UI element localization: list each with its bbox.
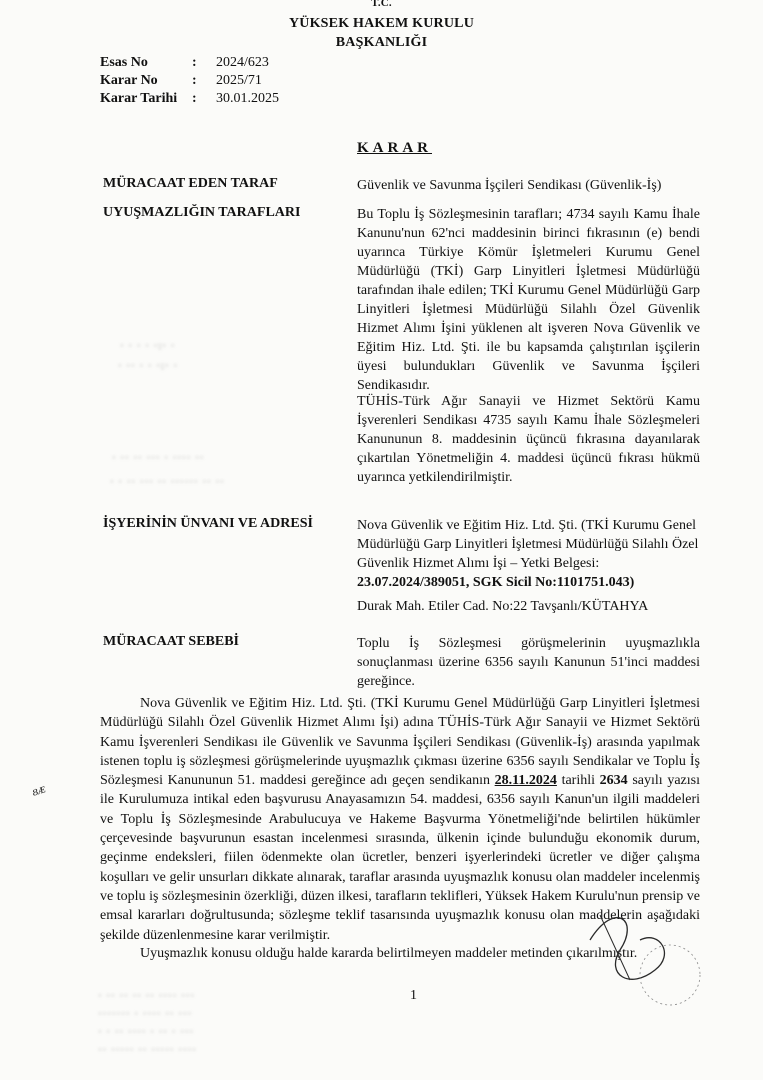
body-p1-number: 2634 <box>599 773 628 789</box>
header-department: BAŞKANLIĞI <box>335 35 428 50</box>
parties-label: UYUŞMAZLIĞIN TARAFLARI <box>103 205 301 220</box>
workplace-certificate: 23.07.2024/389051, SGK Sicil No:1101751.043) <box>357 575 635 590</box>
parties-text-1: Bu Toplu İş Sözleşmesinin tarafları; 4734 sayılı Kamu İhale Kanunu'nun 62'nci maddesinin birinci fıkrasının (e) bendi uyarınca Türkiye Kömür İşletmeleri Kurumu Genel Müdürlüğü (TKİ) Garp Linyitleri İşletmesi Müdürlüğü tarafından ihale edilen; TKİ Kurumu Genel Müdürlüğü Garp Linyitleri İşletmesi Müdürlüğü Silahlı Özel Güvenlik Hizmet Alımı İşini yüklenen alt işveren Nova Güvenlik ve Eğitim Hiz. Ltd. Şti. ile bu kapsamda çalıştırılan işçilerin üyesi bulundukları Güvenlik ve Savunma İşçileri Sendikasıdır. <box>357 207 700 393</box>
page-number: 1 <box>410 988 417 1003</box>
initials-mark: ᴕᴁ <box>29 780 47 799</box>
meta-colon: : <box>192 73 197 88</box>
applicant-label: MÜRACAAT EDEN TARAF <box>103 176 278 191</box>
redacted-footer: ·· ····· ·· ····· ···· <box>98 1044 197 1056</box>
workplace-text-plain: Nova Güvenlik ve Eğitim Hiz. Ltd. Şti. (TKİ Kurumu Genel Müdürlüğü Garp Linyitleri İşletmesi Müdürlüğü Silahlı Özel Güvenlik Hizmet Alımı İşi – Yetki Belgesi: <box>357 518 699 571</box>
body-p1-part-a: Nova Güvenlik ve Eğitim Hiz. Ltd. Şti. (TKİ Kurumu Genel Müdürlüğü Garp Linyitleri İşletmesi Müdürlüğü Silahlı Özel Güvenlik Hizmet Alımı İşi) adına TÜHİS-Türk Ağır Sanayii ve Hizmet Sektörü Kamu İşverenleri Sendikası ile Güvenlik ve Savunma İşçileri Sendikası (Güvenlik-İş) arasında yapılmak istenen toplu iş sözleşmesi görüşmelerinde uyuşmazlık çıkması üzerine 6356 sayılı Sendikalar ve Toplu İş Sözleşmesi Kanununun 51. maddesi gereğince adı geçen sendikanın <box>100 696 700 789</box>
body-p1-part-b: tarihli <box>561 773 595 789</box>
redacted-mark: · ·· ·· ··· · ···· ·· <box>112 452 205 464</box>
parties-text-2: TÜHİS-Türk Ağır Sanayii ve Hizmet Sektörü Kamu İşverenleri Sendikası 4735 sayılı Kamu İhale Sözleşmeleri Kanununun 8. maddesinin üçüncü fıkrasına dayanılarak çıkartılan Yönetmeliğin 4. maddesi üçüncü fıkrası hükmü uyarınca yetkilendirilmiştir. <box>357 394 700 485</box>
meta-tarih-row <box>100 91 279 107</box>
workplace-address: Durak Mah. Etiler Cad. No:22 Tavşanlı/KÜTAHYA <box>357 599 649 614</box>
document-title: KARAR <box>357 140 432 156</box>
meta-tarih-label: Karar Tarihi <box>100 91 178 106</box>
reason-text: Toplu İş Sözleşmesi görüşmelerinin uyuşmazlıkla sonuçlanması üzerine 6356 sayılı Kanunun 51'inci maddesi gereğince. <box>357 636 700 689</box>
meta-colon: : <box>192 91 197 106</box>
reason-label: MÜRACAAT SEBEBİ <box>103 634 240 649</box>
redacted-footer: ······· · ···· ·· ··· <box>98 1008 193 1020</box>
meta-tarih-value: 30.01.2025 <box>216 91 279 106</box>
meta-karar-value: 2025/71 <box>216 73 262 88</box>
redacted-mark: · · ·· ··· ·· ······ ·· ·· <box>110 476 225 488</box>
redacted-mark: · ·· · · ·:· · <box>118 360 179 372</box>
meta-colon: : <box>192 55 197 70</box>
redacted-footer: · ·· ·· ·· ·· ···· ··· <box>98 990 196 1002</box>
signature-mark <box>560 880 710 1010</box>
applicant-text: Güvenlik ve Savunma İşçileri Sendikası (Güvenlik-İş) <box>357 178 662 193</box>
meta-karar-row <box>100 73 262 89</box>
body-paragraph-2: Uyuşmazlık konusu olduğu halde kararda belirtilmeyen maddeler metinden çıkarılmıştır. <box>140 946 638 961</box>
meta-esas-row <box>100 55 269 71</box>
header-institution: YÜKSEK HAKEM KURULU <box>288 16 475 31</box>
meta-karar-label: Karar No <box>100 73 158 88</box>
workplace-text <box>357 516 700 592</box>
body-p1-part-c: sayılı yazısı ile Kurulumuza intikal eden başvurusu Anayasamızın 54. maddesi, 6356 sayılı Kanun'un ilgili maddeleri ve Toplu İş Sözleşmesinde Arabulucuya ve Hakeme Başvurma Yönetmeliği'nde belirtilen hükümler çerçevesinde başvurunun esastan incelenmesi sırasında, ülkenin içinde bulunduğu ekonomik durum, geçinme endeksleri, fiilen ödenmekte olan ücretler, benzeri işyerlerindeki ücretler ve diğer çalışma koşulları ve gelir unsurları dikkate alınarak, taraflar arasında uyuşmazlık konusu olan maddeler incelenmiş ve toplu iş sözleşmesinin özerkliği, düzen ilkesi, tarafların teklifleri, Yüksek Hakem Kurulu'nun prensip ve emsal kararları doğrultusunda; sözleşme teklif tasarısında uyuşmazlık konusu olan maddelerin aşağıdaki şekilde düzenlenmesine karar verilmiştir. <box>100 773 701 943</box>
body-p1-date: 28.11.2024 <box>494 773 557 789</box>
meta-esas-value: 2024/623 <box>216 55 269 70</box>
redacted-footer: · · ·· ···· · ·· · ··· <box>98 1026 195 1038</box>
meta-esas-label: Esas No <box>100 55 148 70</box>
header-tc: T.C. <box>371 0 392 9</box>
redacted-mark: · · · · ·:· · <box>120 340 176 352</box>
workplace-label: İŞYERİNİN ÜNVANI VE ADRESİ <box>103 516 313 531</box>
